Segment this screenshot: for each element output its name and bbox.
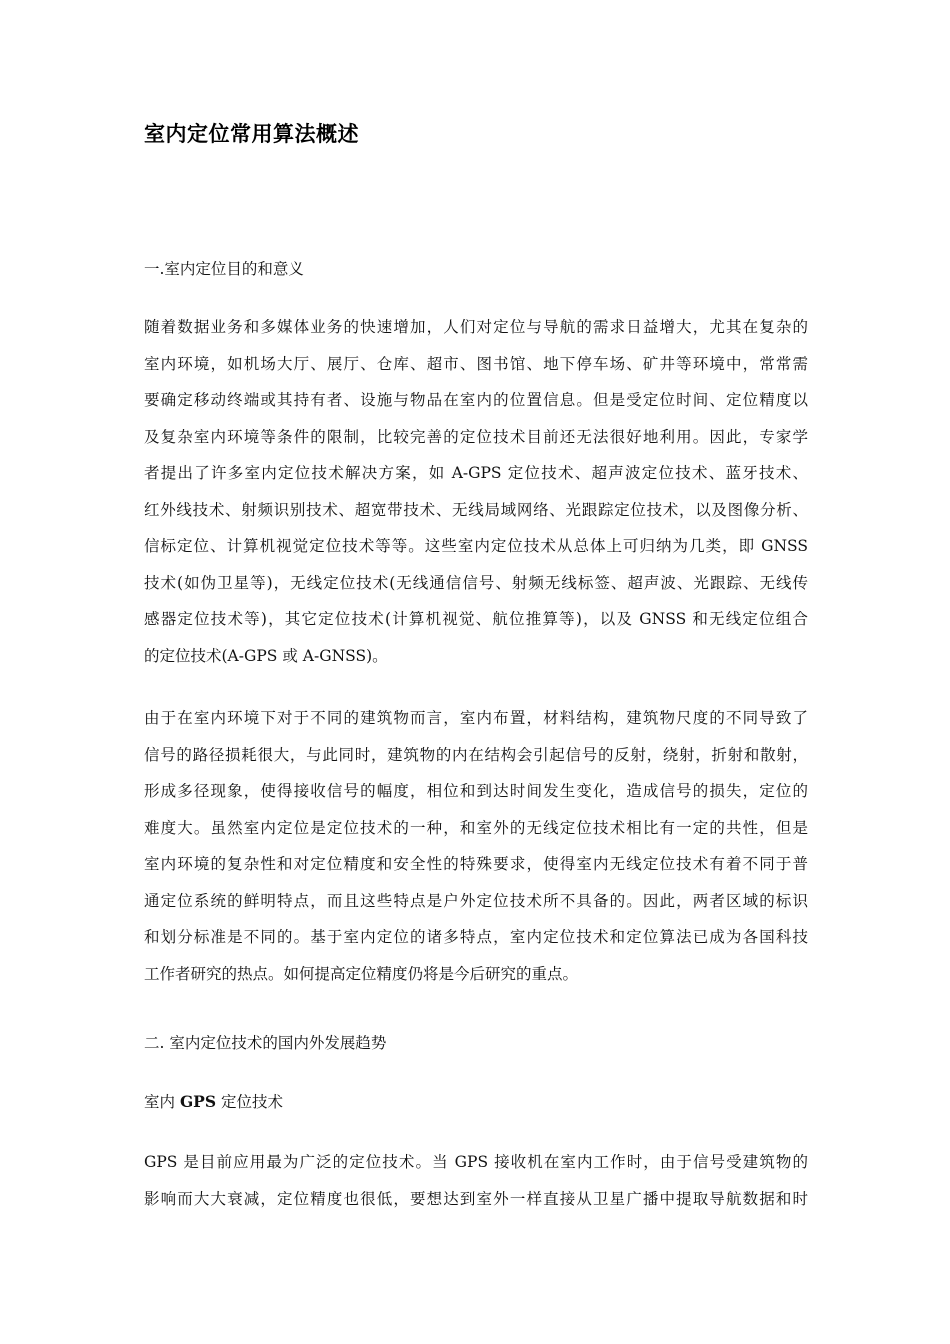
paragraph-line: 随着数据业务和多媒体业务的快速增加，人们对定位与导航的需求日益增大，尤其在复杂的 [144,318,808,336]
paragraph-line: 通定位系统的鲜明特点，而且这些特点是户外定位技术所不具备的。因此，两者区域的标识 [144,891,808,910]
paragraph-line: 者提出了许多室内定位技术解决方案，如 A-GPS 定位技术、超声波定位技术、蓝牙技术、 [144,464,808,482]
subsection-suffix: 定位技术 [216,1093,283,1111]
paragraph-purpose [144,309,808,674]
subsection-heading-indoor-gps [144,1090,283,1114]
subsection-bold-term: GPS [179,1092,217,1111]
paragraph-line: 信号的路径损耗很大，与此同时，建筑物的内在结构会引起信号的反射，绕射，折射和散射， [144,745,808,764]
section-heading-trends: 二. 室内定位技术的国内外发展趋势 [144,1034,387,1052]
paragraph-line: 室内环境的复杂性和对定位精度和安全性的特殊要求，使得室内无线定位技术有着不同于普 [144,855,808,873]
paragraph-line: 室内环境，如机场大厅、展厅、仓库、超市、图书馆、地下停车场、矿井等环境中，常常需 [144,354,808,373]
paragraph-line: 及复杂室内环境等条件的限制，比较完善的定位技术目前还无法很好地利用。因此，专家学 [144,427,808,446]
paragraph-gps [144,1144,808,1217]
paragraph-line: 形成多径现象，使得接收信号的幅度，相位和到达时间发生变化，造成信号的损失，定位的 [144,782,808,800]
paragraph-line: 技术(如伪卫星等)，无线定位技术(无线通信信号、射频无线标签、超声波、光跟踪、无线传 [144,573,808,592]
paragraph-line: 的定位技术(A-GPS 或 A-GNSS)。 [144,646,388,665]
paragraph-line: 感器定位技术等)，其它定位技术(计算机视觉、航位推算等)，以及 GNSS 和无线定位组合 [144,610,808,628]
subsection-prefix: 室内 [144,1093,180,1111]
paragraph-line: 影响而大大衰减，定位精度也很低，要想达到室外一样直接从卫星广播中提取导航数据和时 [144,1189,808,1208]
paragraph-line: 由于在室内环境下对于不同的建筑物而言，室内布置，材料结构，建筑物尺度的不同导致了 [144,709,808,727]
paragraph-line: 和划分标准是不同的。基于室内定位的诸多特点，室内定位技术和定位算法已成为各国科技 [144,928,808,946]
paragraph-line: 难度大。虽然室内定位是定位技术的一种，和室外的无线定位技术相比有一定的共性，但是 [144,818,808,837]
paragraph-significance [144,700,808,992]
section-heading-purpose: 一.室内定位目的和意义 [144,260,304,278]
paragraph-line: 要确定移动终端或其持有者、设施与物品在室内的位置信息。但是受定位时间、定位精度以 [144,391,808,409]
paragraph-line: 信标定位、计算机视觉定位技术等等。这些室内定位技术从总体上可归纳为几类，即 GNSS [144,537,808,555]
paragraph-line: 红外线技术、射频识别技术、超宽带技术、无线局域网络、光跟踪定位技术，以及图像分析、 [144,500,808,519]
paragraph-line: GPS 是目前应用最为广泛的定位技术。当 GPS 接收机在室内工作时，由于信号受建筑物的 [144,1153,808,1171]
document-title: 室内定位常用算法概述 [144,122,359,146]
paragraph-line: 工作者研究的热点。如何提高定位精度仍将是今后研究的重点。 [144,964,579,983]
